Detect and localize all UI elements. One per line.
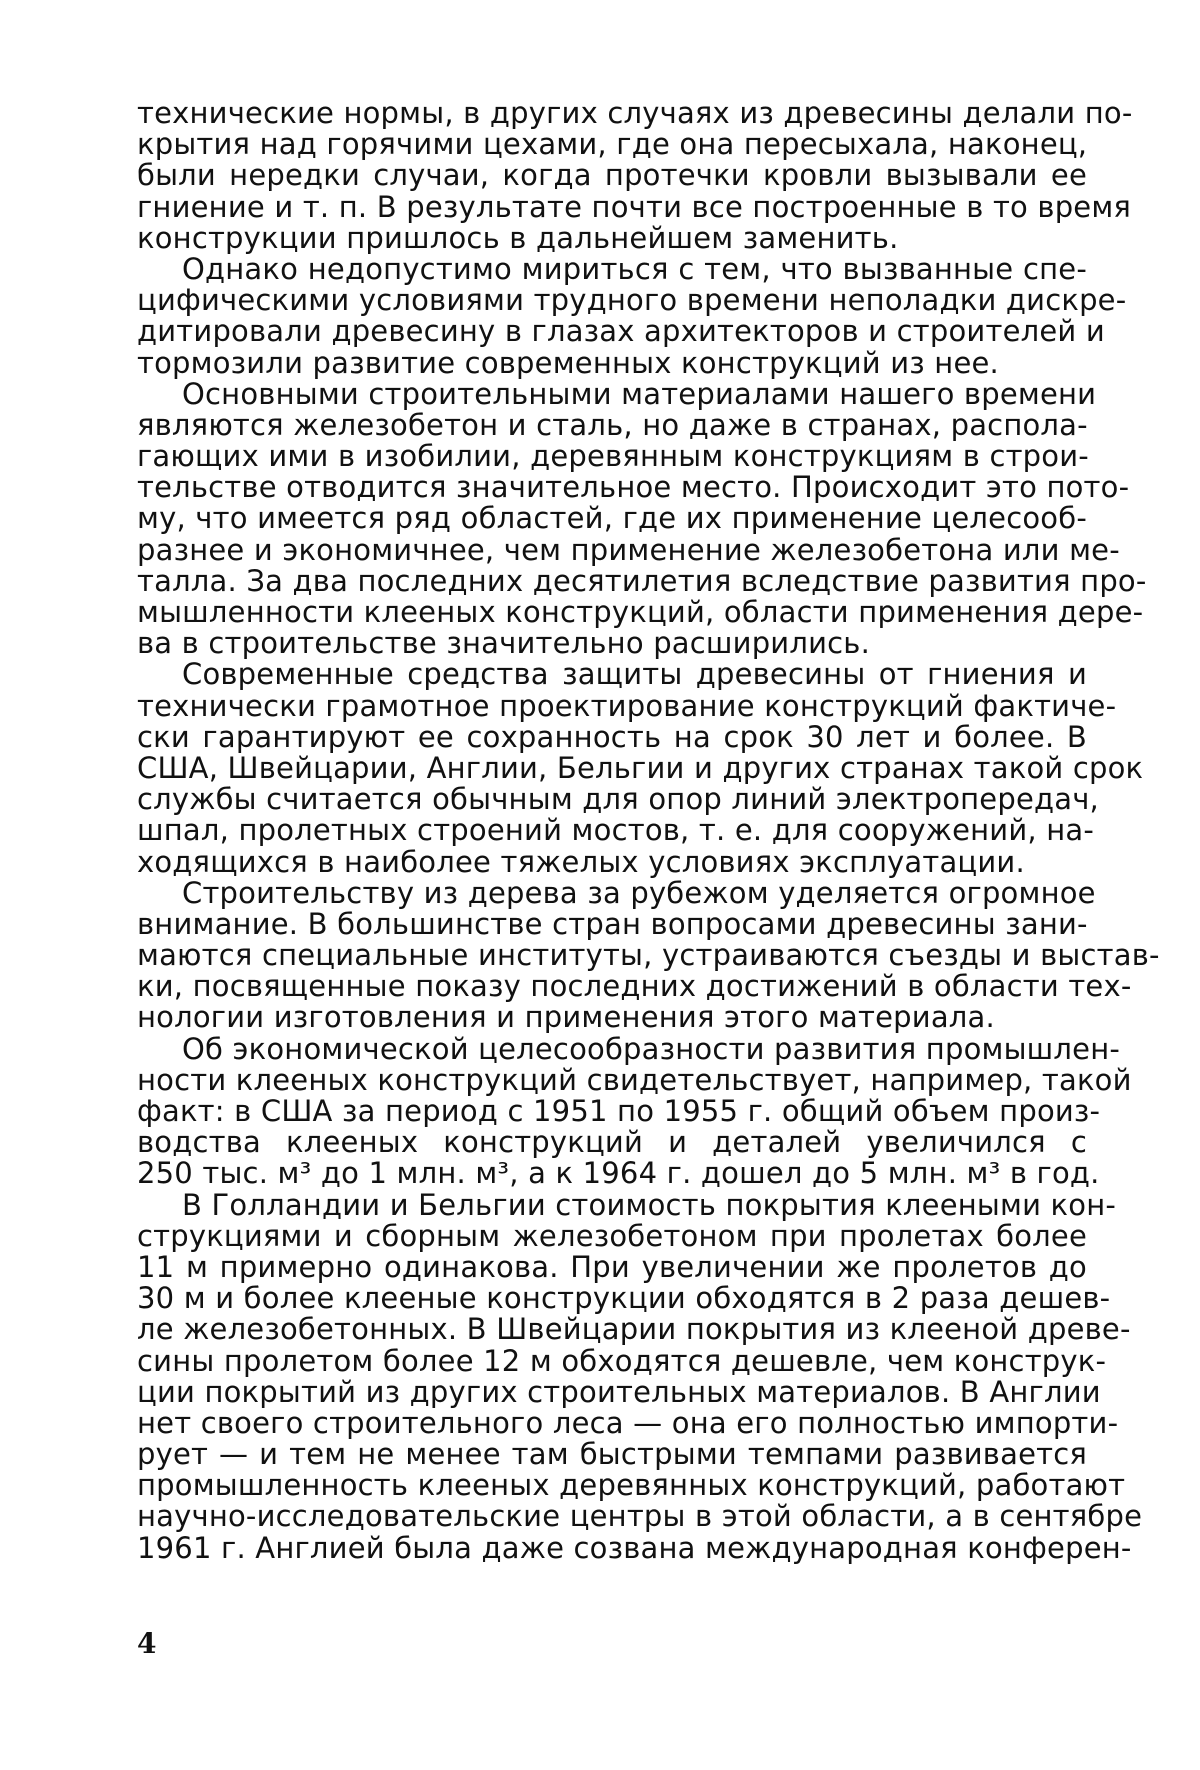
text-line: тормозили развитие современных конструкций из нее.: [137, 345, 999, 380]
text-line: струкциями и сборным железобетоном при пролетах более: [137, 1218, 1087, 1253]
text-line: являются железобетон и сталь, но даже в странах, распола-: [137, 407, 1088, 442]
text-line: В Голландии и Бельгии стоимость покрытия клееными кон-: [182, 1187, 1117, 1222]
text-line: му, что имеется ряд областей, где их применение целесооб-: [137, 501, 1087, 536]
text-line: гающих ими в изобилии, деревянным конструкциям в строи-: [137, 439, 1089, 474]
text-line: 30 м и более клееные конструкции обходятся в 2 раза дешев-: [137, 1281, 1111, 1316]
text-line: крытия над горячими цехами, где она пересыхала, наконец,: [137, 127, 1088, 162]
text-line: цифическими условиями трудного времени неполадки дискре-: [137, 283, 1127, 318]
text-line: технически грамотное проектирование конструкций фактиче-: [137, 688, 1117, 723]
text-line: сины пролетом более 12 м обходятся дешевле, чем конструк-: [137, 1343, 1107, 1378]
text-line: технические нормы, в других случаях из древесины делали по-: [137, 96, 1133, 130]
text-line: 1961 г. Англией была даже созвана международная конферен-: [137, 1530, 1132, 1565]
text-line: ности клееных конструкций свидетельствует, например, такой: [137, 1062, 1132, 1097]
text-line: конструкции пришлось в дальнейшем заменить.: [137, 220, 899, 255]
text-line: Об экономической целесообразности развития промышлен-: [182, 1031, 1121, 1066]
text-line: талла. За два последних десятилетия вследствие развития про-: [137, 563, 1147, 598]
text-line: водства клееных конструкций и деталей увеличился с: [137, 1125, 1087, 1160]
text-line: ва в строительстве значительно расширились.: [137, 626, 870, 661]
body-text: [137, 96, 1160, 1565]
text-line: рует — и тем не менее там быстрыми темпами развивается: [137, 1437, 1087, 1472]
text-line: нет своего строительного леса — она его полностью импорти-: [137, 1405, 1119, 1440]
text-line: промышленность клееных деревянных конструкций, работают: [137, 1468, 1126, 1503]
text-line: 11 м примерно одинакова. При увеличении же пролетов до: [137, 1249, 1087, 1284]
text-line: США, Швейцарии, Англии, Бельгии и других странах такой срок: [137, 750, 1144, 785]
text-line: Основными строительными материалами нашего времени: [182, 376, 1097, 411]
text-line: маются специальные институты, устраиваются съезды и выстав-: [137, 938, 1160, 973]
text-line: ле железобетонных. В Швейцарии покрытия из клееной древе-: [137, 1312, 1131, 1347]
text-line: мышленности клееных конструкций, области применения дере-: [137, 595, 1144, 629]
text-line: внимание. В большинстве стран вопросами древесины зани-: [137, 906, 1088, 941]
text-line: шпал, пролетных строений мостов, т. е. для сооружений, на-: [137, 813, 1095, 848]
text-line: 250 тыс. м³ до 1 млн. м³, а к 1964 г. дошел до 5 млн. м³ в год.: [137, 1156, 1100, 1191]
text-line: Современные средства защиты древесины от гниения и: [182, 657, 1087, 692]
text-line: ции покрытий из других строительных материалов. В Англии: [137, 1374, 1101, 1409]
text-line: службы считается обычным для опор линий электропередач,: [137, 782, 1099, 817]
text-line: тельстве отводится значительное место. Происходит это пото-: [137, 470, 1130, 505]
page-number: 4: [137, 1627, 157, 1660]
text-line: Строительству из дерева за рубежом уделяется огромное: [182, 875, 1096, 910]
text-line: Однако недопустимо мириться с тем, что вызванные спе-: [182, 251, 1087, 286]
text-line: ки, посвященные показу последних достижений в области тех-: [137, 969, 1132, 1004]
text-line: были нередки случаи, когда протечки кровли вызывали ее: [137, 158, 1087, 193]
text-line: нологии изготовления и применения этого материала.: [137, 1000, 995, 1035]
text-line: научно-исследовательские центры в этой области, а в сентябре: [137, 1499, 1143, 1534]
text-line: ски гарантируют ее сохранность на срок 30 лет и более. В: [137, 719, 1087, 754]
text-line: гниение и т. п. В результате почти все построенные в то время: [137, 189, 1132, 224]
text-line: ходящихся в наиболее тяжелых условиях эксплуатации.: [137, 844, 1025, 879]
text-line: дитировали древесину в глазах архитекторов и строителей и: [137, 314, 1105, 349]
text-line: факт: в США за период с 1951 по 1955 г. общий объем произ-: [137, 1094, 1101, 1128]
text-line: разнее и экономичнее, чем применение железобетона или ме-: [137, 532, 1120, 567]
